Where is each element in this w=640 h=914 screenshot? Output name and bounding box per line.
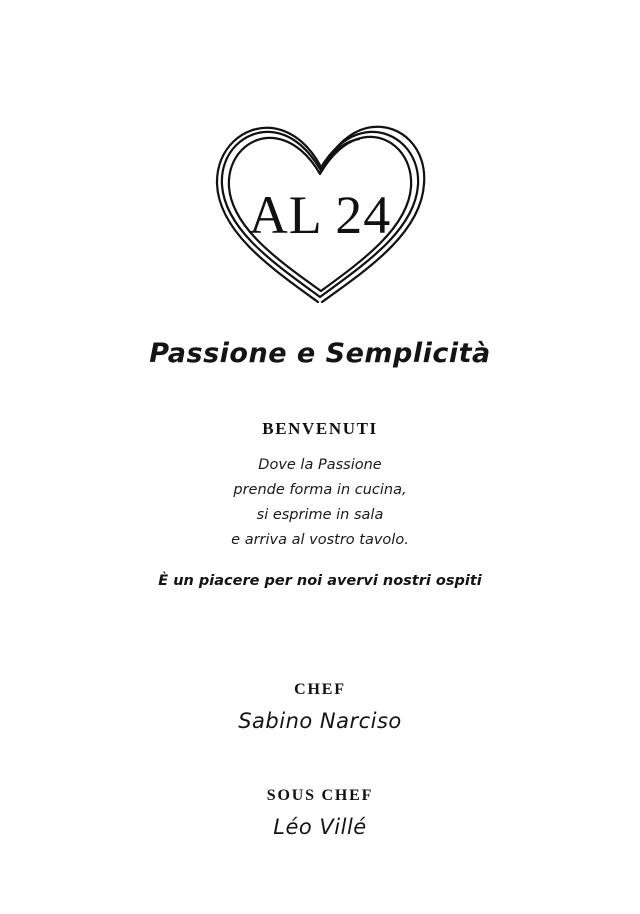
welcome-line: si esprime in sala <box>256 507 384 523</box>
staff-role: CHEF <box>294 681 346 698</box>
restaurant-logo <box>205 112 435 312</box>
staff-section <box>238 681 402 839</box>
staff-name: Sabino Narciso <box>238 709 402 733</box>
staff-role: SOUS CHEF <box>266 787 374 804</box>
welcome-line: e arriva al vostro tavolo. <box>231 532 409 548</box>
tagline: Passione e Semplicità <box>149 338 491 369</box>
welcome-line: Dove la Passione <box>258 457 382 473</box>
staff-name: Léo Villé <box>273 815 367 839</box>
logo-text: AL 24 <box>248 185 392 245</box>
welcome-closing: È un piacere per noi avervi nostri ospiti <box>158 573 482 589</box>
staff-entry-sous-chef <box>238 787 402 839</box>
welcome-line: prende forma in cucina, <box>233 482 407 498</box>
welcome-lines <box>231 453 409 553</box>
staff-entry-chef <box>238 681 402 733</box>
welcome-title: BENVENUTI <box>262 419 378 438</box>
